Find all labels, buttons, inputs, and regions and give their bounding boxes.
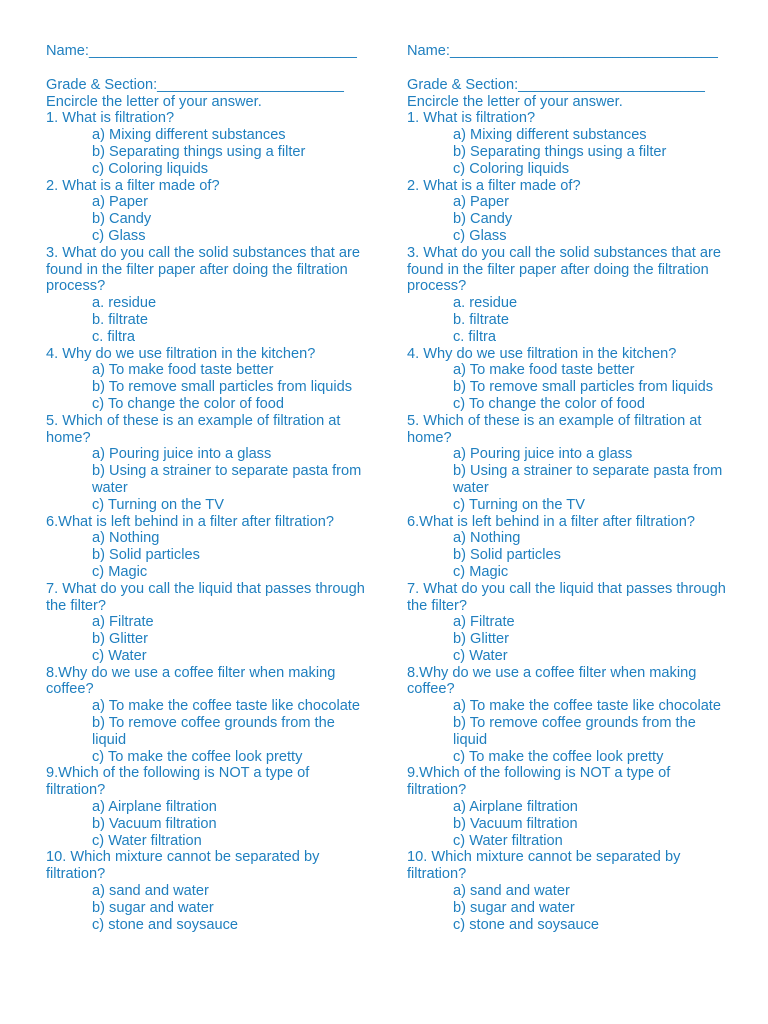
answer-choices: [407, 883, 737, 933]
answer-choice: c. filtra: [92, 328, 135, 345]
question-text: 5. Which of these is an example of filtration at home?: [46, 412, 341, 446]
answer-choice: a) Pouring juice into a glass: [453, 446, 633, 463]
answer-choice: a) To make the coffee taste like chocolate: [92, 698, 360, 715]
answer-choice: a) Filtrate: [453, 614, 515, 631]
answer-choice: a) sand and water: [453, 883, 570, 900]
quiz-copy-left: [46, 43, 376, 933]
answer-choice: c) Water: [453, 647, 508, 664]
question-text: 10. Which mixture cannot be separated by filtration?: [407, 849, 681, 883]
answer-choice: c. filtra: [453, 328, 496, 345]
question-item: [407, 178, 737, 245]
answer-choices: [407, 295, 737, 345]
question-text: 6.What is left behind in a filter after filtration?: [46, 513, 334, 530]
question-text: 2. What is a filter made of?: [407, 177, 581, 194]
answer-choice: c) Magic: [453, 563, 509, 580]
answer-choice: a) Airplane filtration: [92, 799, 217, 816]
answer-choice: b) sugar and water: [453, 899, 575, 916]
question-text: 2. What is a filter made of?: [46, 177, 220, 194]
answer-choices: [46, 799, 376, 849]
answer-choice: c) Glass: [453, 227, 507, 244]
question-item: [46, 849, 376, 933]
answer-choice: b) To remove small particles from liquids: [92, 379, 353, 396]
answer-choices: [407, 194, 737, 244]
answer-choices: [46, 446, 376, 513]
answer-choice: a) To make food taste better: [92, 362, 274, 379]
question-item: [46, 765, 376, 849]
answer-choice: b) To remove coffee grounds from the liquid: [453, 715, 696, 748]
answer-choice: b) Separating things using a filter: [92, 143, 306, 160]
answer-choice: a) Airplane filtration: [453, 799, 578, 816]
answer-choice: c) To make the coffee look pretty: [92, 748, 303, 765]
answer-choice: a) Pouring juice into a glass: [92, 446, 272, 463]
answer-choice: c) Water filtration: [92, 832, 202, 849]
question-text: 1. What is filtration?: [407, 110, 536, 127]
answer-choice: b) Glitter: [92, 631, 148, 648]
answer-choice: b) To remove coffee grounds from the liquid: [92, 715, 335, 748]
question-item: [46, 245, 376, 346]
question-text: 3. What do you call the solid substances that are found in the filter paper after doing the filtration process?: [46, 244, 360, 295]
answer-choice: a) Filtrate: [92, 614, 154, 631]
question-text: 9.Which of the following is NOT a type of filtration?: [407, 765, 671, 799]
answer-choice: a) Paper: [92, 194, 148, 211]
grade-section-field-label: Grade & Section:_______________________: [407, 76, 705, 93]
answer-choice: a) sand and water: [92, 883, 209, 900]
question-text: 3. What do you call the solid substances that are found in the filter paper after doing the filtration process?: [407, 244, 721, 295]
question-text: 7. What do you call the liquid that passes through the filter?: [46, 580, 365, 614]
answer-choices: [46, 194, 376, 244]
answer-choices: [407, 530, 737, 580]
grade-section-field-label: Grade & Section:_______________________: [46, 76, 344, 93]
question-item: [407, 849, 737, 933]
quiz-copy-right: [407, 43, 737, 933]
answer-choice: b) Separating things using a filter: [453, 143, 667, 160]
answer-choice: b) Candy: [453, 211, 513, 228]
question-item: [46, 514, 376, 581]
question-item: [46, 178, 376, 245]
question-item: [46, 665, 376, 766]
question-item: [46, 110, 376, 177]
question-text: 4. Why do we use filtration in the kitchen?: [407, 345, 677, 362]
question-list: [46, 110, 376, 933]
answer-choices: [46, 698, 376, 765]
answer-choices: [407, 362, 737, 412]
answer-choice: a) Mixing different substances: [453, 127, 647, 144]
answer-choice: b) Solid particles: [92, 547, 200, 564]
question-item: [407, 765, 737, 849]
question-item: [407, 245, 737, 346]
question-text: 7. What do you call the liquid that passes through the filter?: [407, 580, 726, 614]
instructions: Encircle the letter of your answer.: [46, 93, 262, 110]
answer-choice: b) sugar and water: [92, 899, 214, 916]
question-item: [46, 413, 376, 514]
answer-choices: [46, 295, 376, 345]
answer-choices: [46, 614, 376, 664]
question-item: [46, 346, 376, 413]
question-item: [407, 581, 737, 665]
answer-choice: c) stone and soysauce: [92, 916, 239, 933]
answer-choice: c) stone and soysauce: [453, 916, 600, 933]
answer-choices: [407, 614, 737, 664]
answer-choices: [407, 446, 737, 513]
answer-choice: c) Water filtration: [453, 832, 563, 849]
answer-choice: a) Mixing different substances: [92, 127, 286, 144]
answer-choices: [46, 127, 376, 177]
question-text: 6.What is left behind in a filter after filtration?: [407, 513, 695, 530]
answer-choices: [407, 127, 737, 177]
answer-choices: [407, 799, 737, 849]
answer-choice: a. residue: [92, 295, 157, 312]
question-item: [46, 581, 376, 665]
answer-choice: a) To make the coffee taste like chocolate: [453, 698, 721, 715]
question-item: [407, 346, 737, 413]
question-text: 5. Which of these is an example of filtration at home?: [407, 412, 702, 446]
question-item: [407, 110, 737, 177]
answer-choice: a) Paper: [453, 194, 509, 211]
question-item: [407, 665, 737, 766]
answer-choice: b) To remove small particles from liquids: [453, 379, 714, 396]
answer-choices: [407, 698, 737, 765]
answer-choice: c) To change the color of food: [92, 395, 285, 412]
question-text: 10. Which mixture cannot be separated by filtration?: [46, 849, 320, 883]
question-item: [407, 514, 737, 581]
answer-choice: b) Vacuum filtration: [453, 815, 578, 832]
answer-choice: c) Glass: [92, 227, 146, 244]
answer-choice: b) Candy: [92, 211, 152, 228]
answer-choice: a) To make food taste better: [453, 362, 635, 379]
answer-choices: [46, 530, 376, 580]
answer-choice: b. filtrate: [92, 311, 148, 328]
question-list: [407, 110, 737, 933]
question-item: [407, 413, 737, 514]
name-field-label: Name:_________________________________: [407, 43, 718, 59]
answer-choice: c) Turning on the TV: [92, 496, 224, 513]
name-field-label: Name:_________________________________: [46, 43, 357, 59]
instructions: Encircle the letter of your answer.: [407, 93, 623, 110]
answer-choice: b) Using a strainer to separate pasta from water: [453, 463, 723, 496]
answer-choice: b) Vacuum filtration: [92, 815, 217, 832]
answer-choice: c) Turning on the TV: [453, 496, 585, 513]
answer-choice: c) Magic: [92, 563, 148, 580]
answer-choices: [46, 362, 376, 412]
answer-choice: c) To change the color of food: [453, 395, 646, 412]
question-text: 4. Why do we use filtration in the kitchen?: [46, 345, 316, 362]
answer-choices: [46, 883, 376, 933]
question-text: 1. What is filtration?: [46, 110, 175, 127]
answer-choice: c) Water: [92, 647, 147, 664]
answer-choice: b. filtrate: [453, 311, 509, 328]
question-text: 9.Which of the following is NOT a type of filtration?: [46, 765, 310, 799]
question-text: 8.Why do we use a coffee filter when making coffee?: [46, 664, 336, 698]
answer-choice: a. residue: [453, 295, 518, 312]
question-text: 8.Why do we use a coffee filter when making coffee?: [407, 664, 697, 698]
answer-choice: a) Nothing: [453, 530, 521, 547]
answer-choice: b) Using a strainer to separate pasta from water: [92, 463, 362, 496]
answer-choice: b) Glitter: [453, 631, 509, 648]
answer-choice: a) Nothing: [92, 530, 160, 547]
answer-choice: c) Coloring liquids: [92, 160, 208, 177]
answer-choice: b) Solid particles: [453, 547, 561, 564]
answer-choice: c) To make the coffee look pretty: [453, 748, 664, 765]
answer-choice: c) Coloring liquids: [453, 160, 569, 177]
